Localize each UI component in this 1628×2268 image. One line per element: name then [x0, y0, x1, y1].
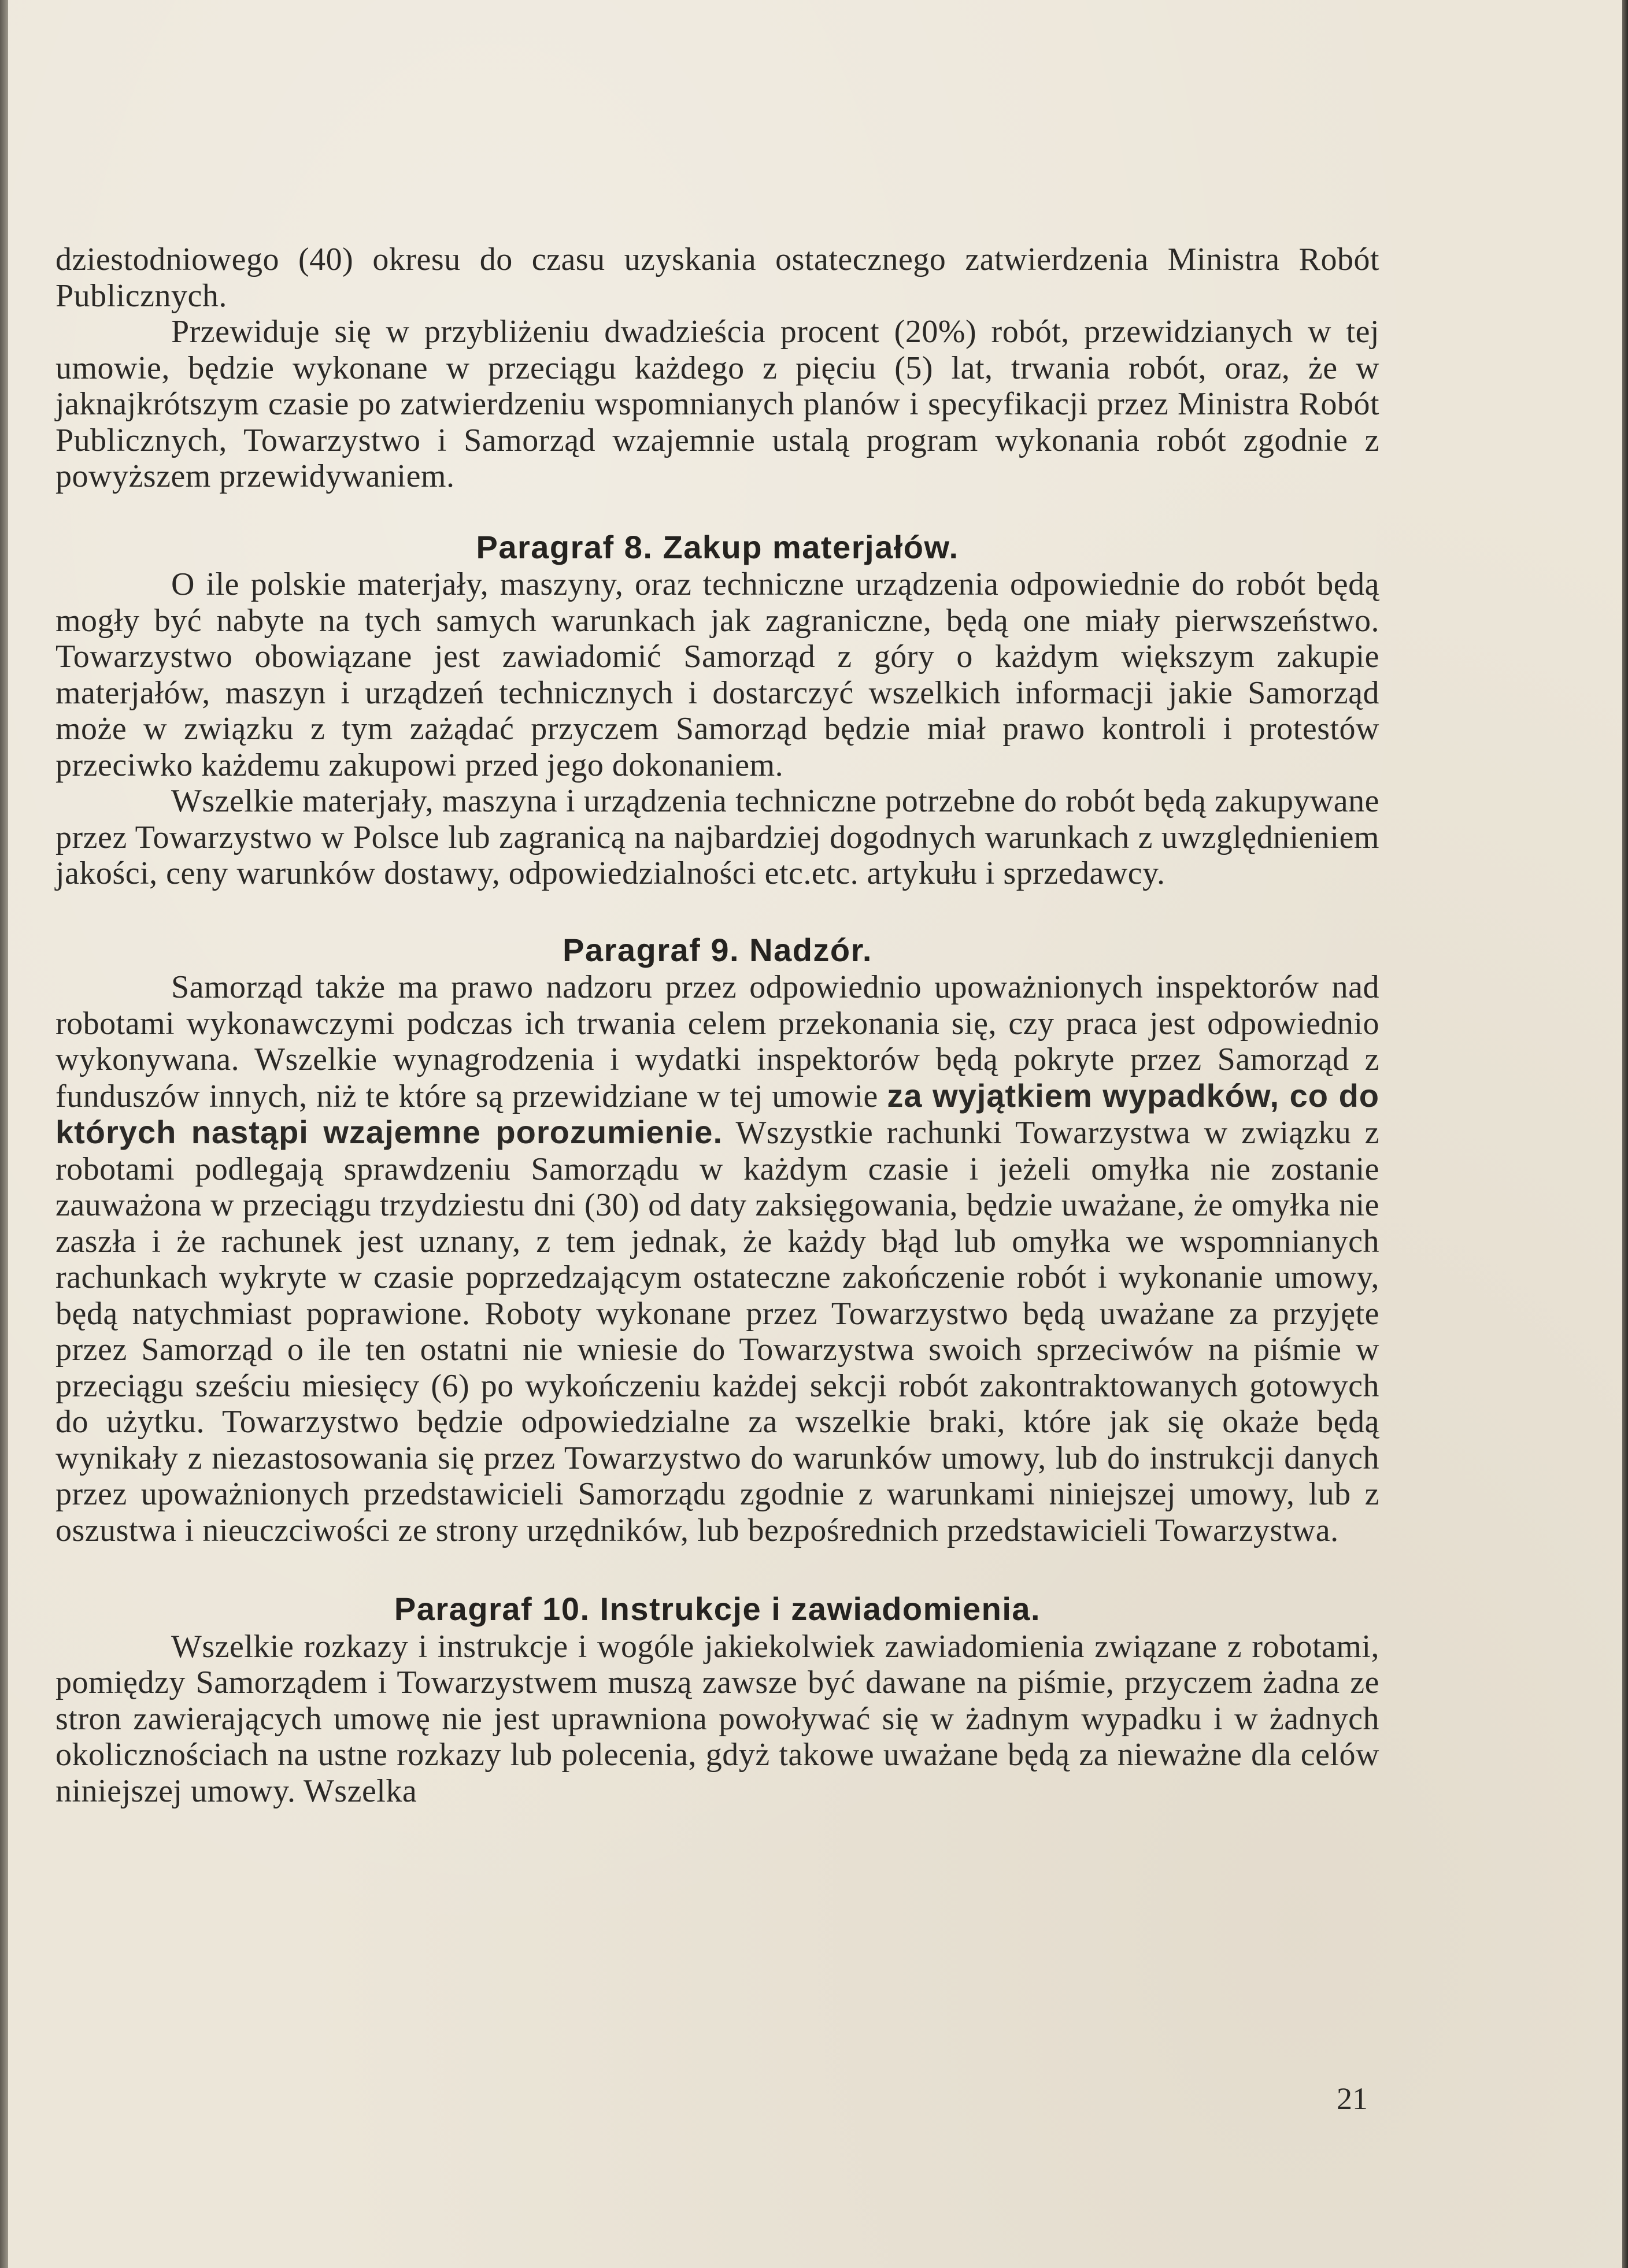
section-9-paragraph [56, 969, 1379, 1548]
document-page [8, 0, 1622, 2268]
page-text-block [56, 242, 1379, 1809]
section-8-paragraph-2: Wszelkie materjały, maszyna i urządzenia techniczne potrzebne do robót będą zakupywane przez Towarzystwo w Polsce lub zagranicą na najbardziej dogodnych warunkach z uwzględnieniem jakości, ceny warunków dostawy, odpowiedzialności etc.etc. artykułu i sprzedawcy. [56, 783, 1379, 891]
section-8-paragraph-1: O ile polskie materjały, maszyny, oraz techniczne urządzenia odpowiednie do robót będą mogły być nabyte na tych samych warunkach jak zagraniczne, będą one miały pierwszeństwo. Towarzystwo obowiązane jest zawiadomić Samorząd z góry o każdym większym zakupie materjałów, maszyn i urządzeń technicznych i dostarczyć wszelkich informacji jakie Samorząd może w związku z tym zażądać przyczem Samorząd będzie miał prawo kontroli i protestów przeciwko każdemu zakupowi przed jego dokonaniem. [56, 566, 1379, 783]
section-8-heading: Paragraf 8. Zakup materjałów. [476, 528, 959, 565]
section-9-text-after-emphasis: Wszystkie rachunki Towarzystwa w związku z robotami podlegają sprawdzeniu Samorządu w każdym czasie i jeżeli omyłka nie zostanie zauważona w przeciągu trzydziestu dni (30) od daty zaksięgowania, będzie uważane, że omyłka nie zaszła i że rachunek jest uznany, z tem jednak, że każdy błąd lub omyłka we wspomnianych rachunkach wykryte w czasie poprzedzającym ostateczne zakończenie robót i wykonanie umowy, będą natychmiast poprawione. Roboty wykonane przez Towarzystwo będą uważane za przyjęte przez Samorząd o ile ten ostatni nie wniesie do Towarzystwa swoich sprzeciwów na piśmie w przeciągu sześciu miesięcy (6) po wykończeniu każdej sekcji robót zakontraktowanych gotowych do użytku. Towarzystwo będzie odpowiedzialne za wszelkie braki, które jak się okaże będą wynikały z niezastosowania się przez Towarzystwo do warunków umowy, lub do instrukcji danych przez upoważnionych przedstawicieli Samorządu zgodnie z warunkami niniejszej umowy, lub z oszustwa i nieuczciwości ze strony urzędników, lub bezpośrednich przedstawicieli Towarzystwa. [56, 1115, 1379, 1548]
scan-left-edge [0, 0, 8, 2268]
page-number: 21 [1337, 2081, 1368, 2116]
section-10-paragraph: Wszelkie rozkazy i instrukcje i wogóle jakiekolwiek zawiadomienia związane z robotami, pomiędzy Samorządem i Towarzystwem muszą zawsze być dawane na piśmie, przyczem żadna ze stron zawierających umowę nie jest uprawniona powoływać się w żadnym wypadku i w żadnych okolicznościach na ustne rozkazy lub polecenia, gdyż takowe uważane będą za nieważne dla celów niniejszej umowy. Wszelka [56, 1628, 1379, 1809]
paragraph-work-schedule: Przewiduje się w przybliżeniu dwadzieścia procent (20%) robót, przewidzianych w tej umowie, będzie wykonane w przeciągu każdego z pięciu (5) lat, trwania robót, oraz, że w jaknajkrótszym czasie po zatwierdzeniu wspomnianych planów i specyfikacji przez Ministra Robót Publicznych, Towarzystwo i Samorząd wzajemnie ustalą program wykonania robót zgodnie z powyższem przewidywaniem. [56, 314, 1379, 494]
opening-paragraph: dziestodniowego (40) okresu do czasu uzyskania ostatecznego zatwierdzenia Ministra Robót Publicznych. [56, 242, 1379, 314]
section-9-emphasis: za wyjątkiem wypadków, co do których nastąpi wzajemne porozumienie. [56, 1077, 1379, 1150]
scan-right-edge [1622, 0, 1628, 2268]
section-9-heading: Paragraf 9. Nadzór. [563, 931, 872, 968]
section-9-text-before-emphasis: Samorząd także ma prawo nadzoru przez odpowiednio upoważnionych inspektorów nad robotami wykonawczymi podczas ich trwania celem przekonania się, czy praca jest odpowiednio wykonywana. Wszelkie wynagrodzenia i wydatki inspektorów będą pokryte przez Samorząd z funduszów innych, niż te które są przewidziane w tej umowie [56, 969, 1379, 1114]
section-10-heading: Paragraf 10. Instrukcje i zawiadomienia. [394, 1591, 1041, 1627]
